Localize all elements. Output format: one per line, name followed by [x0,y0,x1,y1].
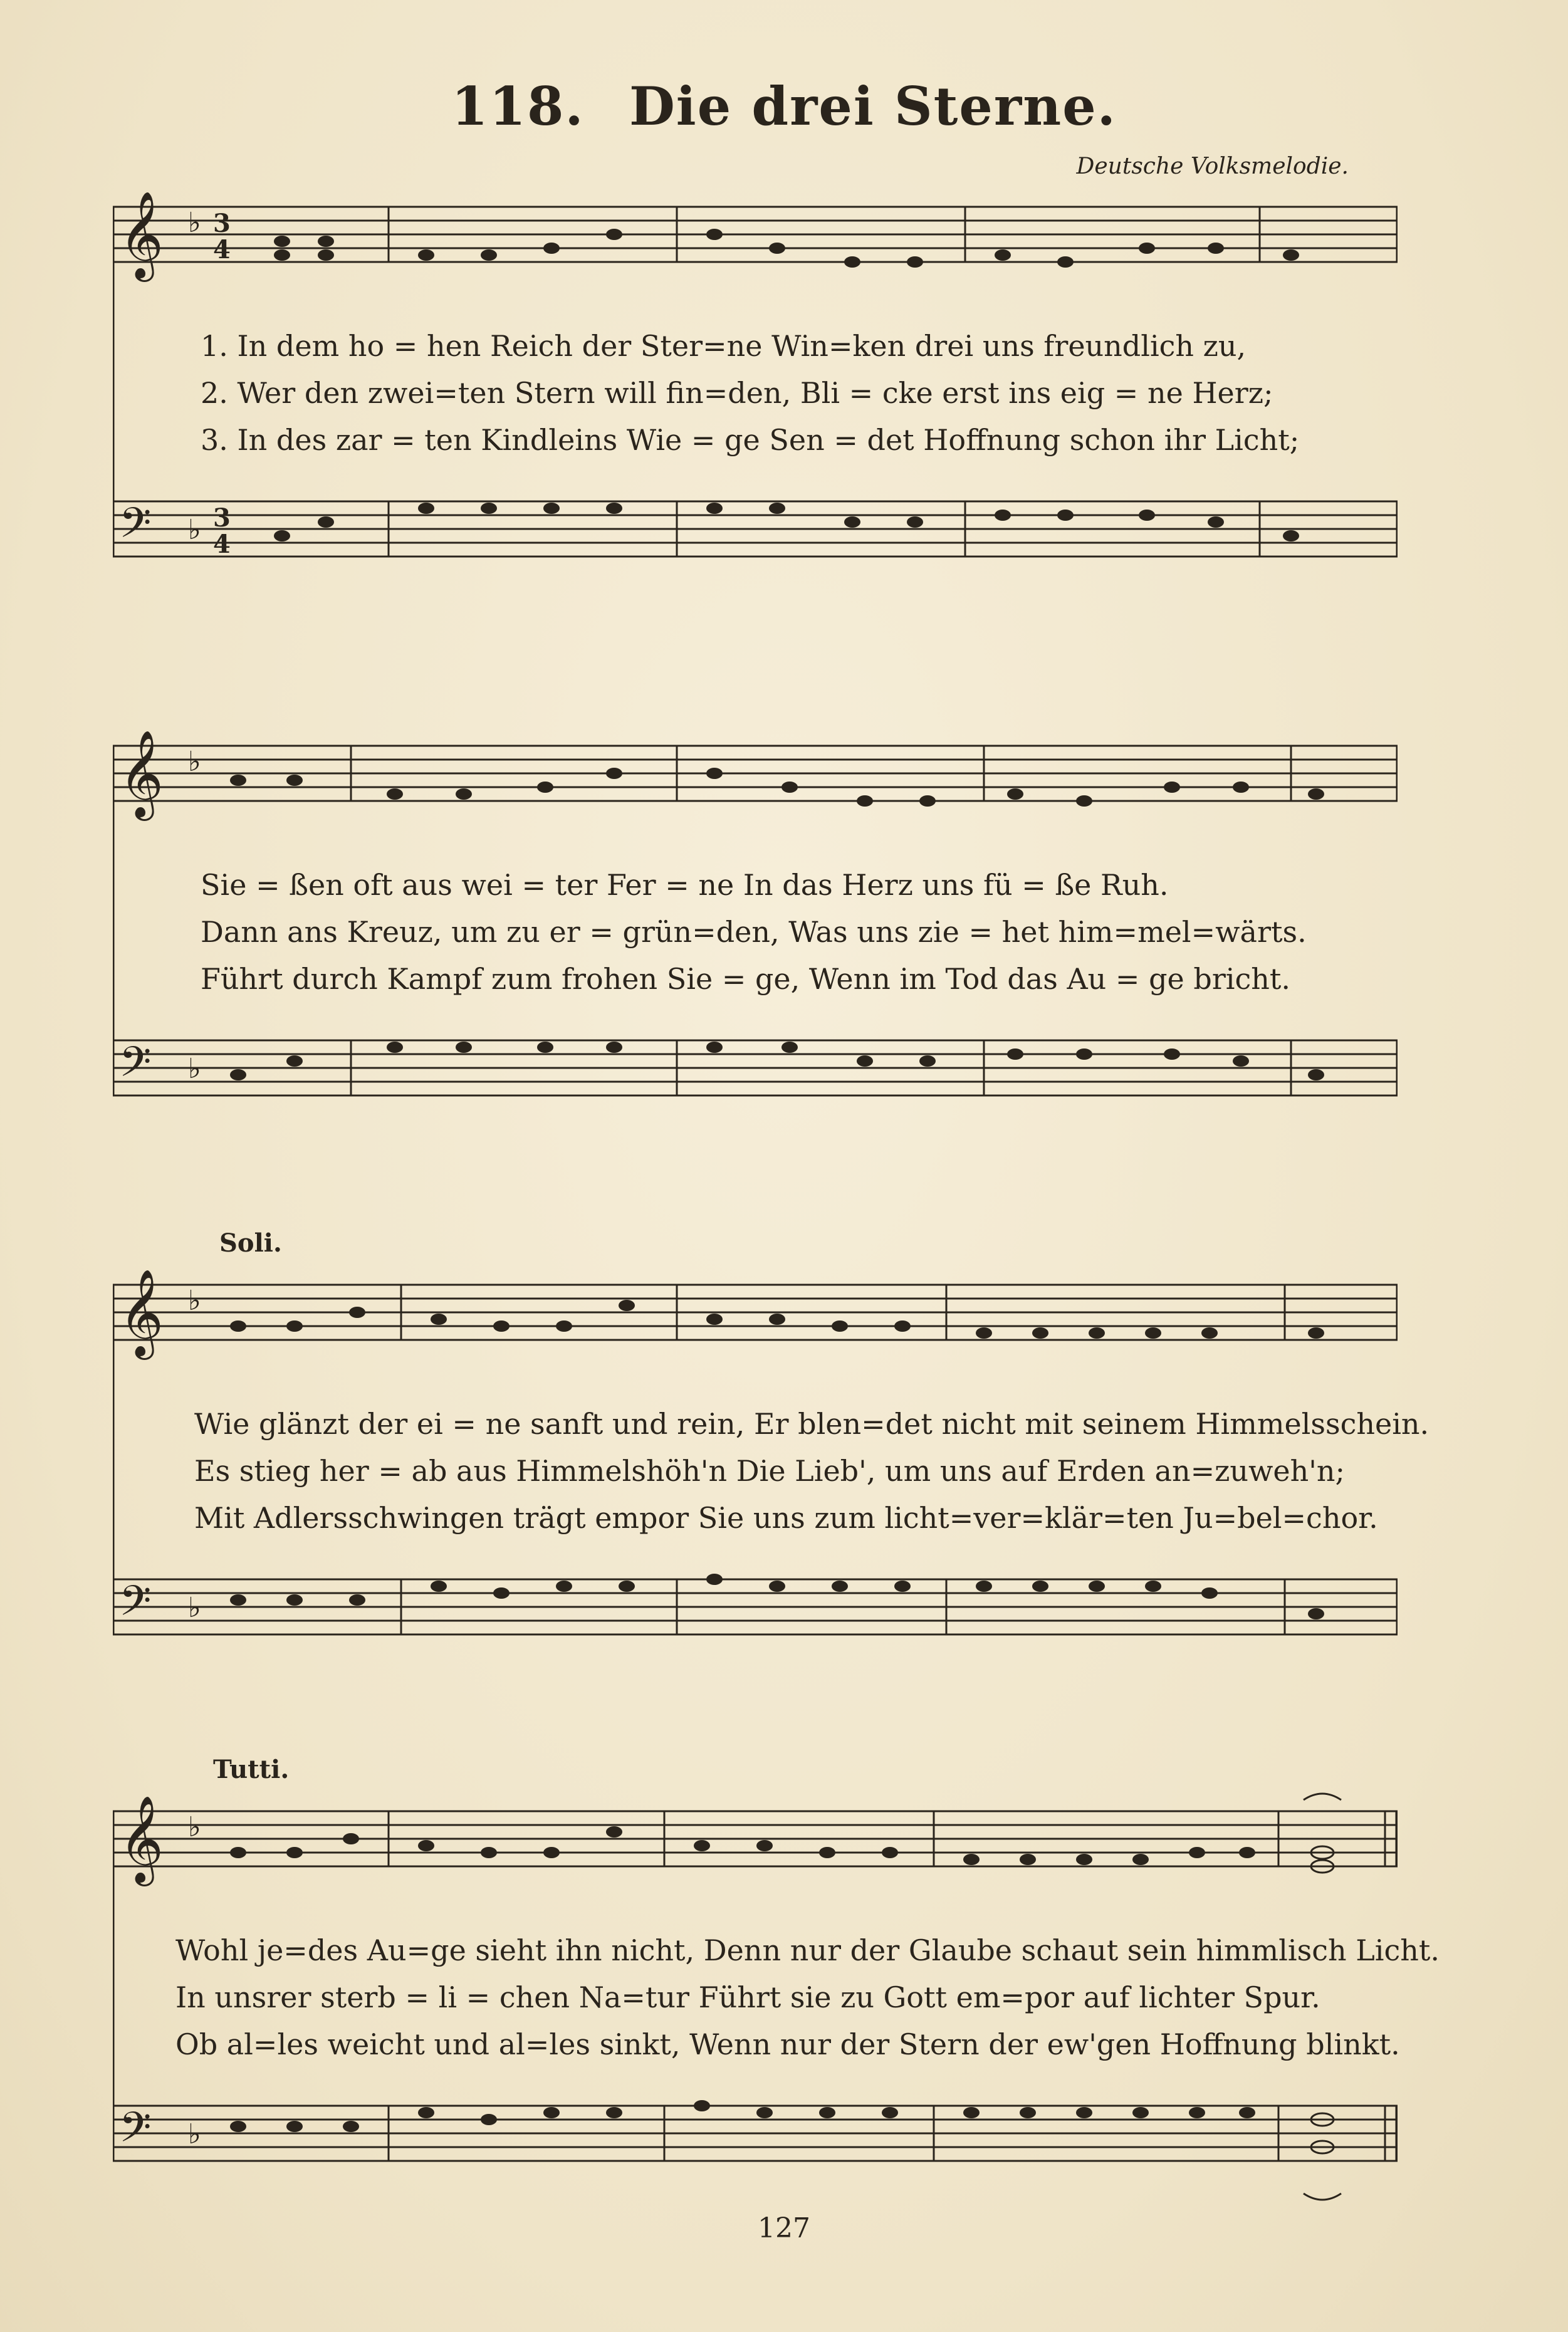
svg-text:4: 4 [213,235,231,264]
music-system-2 [113,727,1398,1128]
svg-text:3: 3 [213,503,231,533]
lyric-line: Wie glänzt der ei = ne sanft und rein, Er blen=det nicht mit seinem Himmelsschein. [194,1407,1429,1441]
lyric-line: 2. Wer den zwei=ten Stern will fin=den, Bli = cke erst ins eig = ne Herz; [201,376,1273,410]
lyric-line: Es stieg her = ab aus Himmelshöh'n Die Lieb', um uns auf Erden an=zuweh'n; [194,1454,1345,1488]
music-system-1 [113,188,1398,589]
svg-text:♭: ♭ [188,514,201,546]
treble-clef-icon: 𝄞 [119,191,164,278]
melody-source: Deutsche Volksmelodie. [1076,154,1349,179]
lyric-line: Sie = ßen oft aus wei = ter Fer = ne In das Herz uns fü = ße Ruh. [201,868,1169,902]
lyric-line: 1. In dem ho = hen Reich der Ster=ne Win=ken drei uns freundlich zu, [201,329,1247,363]
svg-text:♭: ♭ [188,1592,201,1624]
flat-icon: ♭ [188,207,201,239]
bass-clef-icon: 𝄢 [119,499,152,557]
hymn-number: 118. [451,75,585,137]
lyric-line: Mit Adlersschwingen trägt empor Sie uns zum licht=ver=klär=ten Ju=bel=chor. [194,1501,1378,1535]
svg-text:♭: ♭ [188,1811,201,1843]
music-system-3 [113,1228,1429,1667]
svg-text:𝄞: 𝄞 [119,1796,164,1883]
hymn-title: Die drei Sterne. [629,75,1117,137]
lyric-line: Wohl je=des Au=ge sieht ihn nicht, Denn nur der Glaube schaut sein himmlisch Licht. [175,1933,1440,1967]
lyric-line: Ob al=les weicht und al=les sinkt, Wenn nur der Stern der ew'gen Hoffnung blinkt. [175,2027,1400,2061]
svg-text:𝄞: 𝄞 [119,730,164,817]
music-system-4 [113,1755,1440,2193]
hymn-title-line [0,75,1568,137]
lyric-line: In unsrer sterb = li = chen Na=tur Führt sie zu Gott em=por auf lichter Spur. [175,1980,1320,2014]
fermata-icon [1304,1794,1341,1800]
svg-text:𝄢: 𝄢 [119,2103,152,2162]
lyric-line: Dann ans Kreuz, um zu er = grün=den, Was uns zie = het him=mel=wärts. [201,915,1307,949]
lyric-line: Führt durch Kampf zum frohen Sie = ge, Wenn im Tod das Au = ge bricht. [201,962,1291,996]
lyric-line: 3. In des zar = ten Kindleins Wie = ge Sen = det Hoffnung schon ihr Licht; [201,423,1300,457]
svg-text:♭: ♭ [188,2118,201,2150]
time-signature: 3 [213,209,231,238]
section-label-tutti: Tutti. [213,1755,290,1784]
svg-text:𝄢: 𝄢 [119,1038,152,1096]
svg-text:4: 4 [213,530,231,559]
svg-text:♭: ♭ [188,1285,201,1317]
svg-text:𝄞: 𝄞 [119,1269,164,1356]
section-label-soli: Soli. [219,1228,282,1258]
svg-text:♭: ♭ [188,746,201,778]
svg-text:♭: ♭ [188,1053,201,1085]
svg-text:𝄢: 𝄢 [119,1577,152,1635]
page-number: 127 [758,2212,810,2244]
